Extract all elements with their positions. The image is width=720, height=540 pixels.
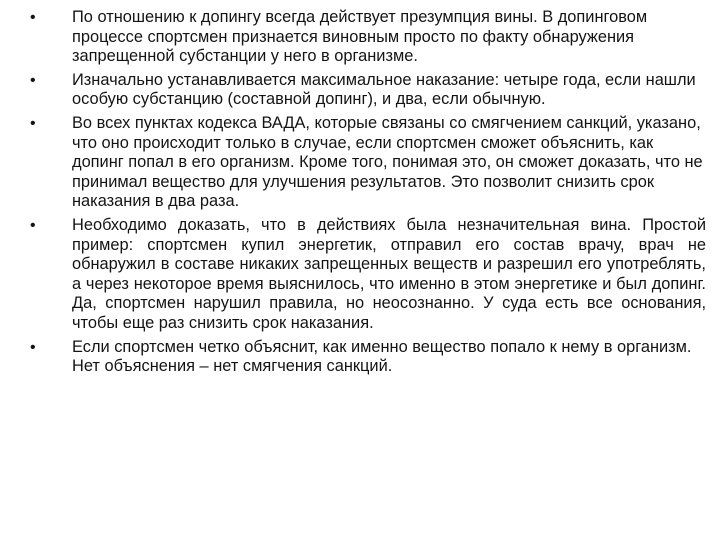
- bullet-icon: •: [30, 338, 36, 356]
- bullet-icon: •: [30, 216, 36, 234]
- list-item-text: Изначально устанавливается максимальное наказание: четыре года, если нашли особую субстанцию (составной допинг), и два, если обычную.: [72, 70, 696, 109]
- list-item: [30, 114, 706, 212]
- list-item: [30, 71, 706, 110]
- bullet-list: [30, 8, 706, 381]
- list-item: [30, 216, 706, 334]
- list-item-text: По отношению к допингу всегда действует презумпция вины. В допинговом процессе спортсмен признается виновным просто по факту обнаружения запрещенной субстанции у него в организме.: [72, 8, 648, 66]
- list-item-text: Если спортсмен четко объяснит, как именно вещество попало к нему в организм. Нет объяснения – нет смягчения санкций.: [72, 337, 692, 376]
- list-item-text: Во всех пунктах кодекса ВАДА, которые связаны со смягчением санкций, указано, что оно происходит только в случае, если спортсмен сможет объяснить, как допинг попал в его организм. Кроме того, понимая это, он сможет доказать, что не принимал вещество для улучшения результатов. Это позволит снизить срок наказания в два раза.: [72, 113, 703, 211]
- bullet-icon: •: [30, 114, 36, 132]
- bullet-icon: •: [30, 71, 36, 89]
- list-item-text: Необходимо доказать, что в действиях была незначительная вина. Простой пример: спортсмен купил энергетик, отправил его состав врачу, врач не обнаружил в составе никаких запрещенных веществ и разрешил его употреблять, а через некоторое время выяснилось, что именно в этом энергетике и был допинг. Да, спортсмен нарушил правила, но неосознанно. У суда есть все основания, чтобы еще раз снизить срок наказания.: [72, 215, 706, 332]
- list-item: [30, 8, 706, 67]
- bullet-icon: •: [30, 9, 36, 26]
- list-item: [30, 338, 706, 377]
